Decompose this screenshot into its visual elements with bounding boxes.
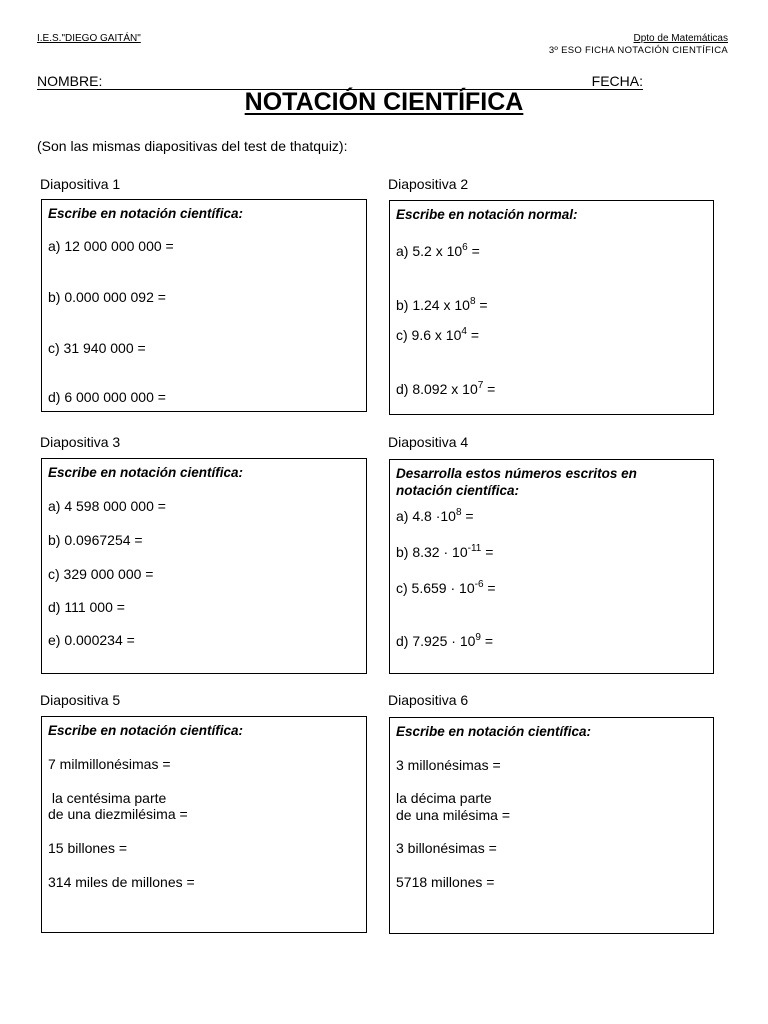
slide-2-box — [389, 200, 714, 415]
slide-6-heading: Escribe en notación científica: — [396, 724, 592, 739]
slide-4-item-b: b) $8.32 \cdot 10^{-11}$ = — [396, 543, 494, 560]
slide-4-item-d: d) $7.925 \cdot 10^9$ = — [396, 632, 494, 649]
slide-3-item-a: a) 4 598 000 000 = — [48, 498, 166, 514]
slide-6-item-3: 3 billonésimas = — [396, 840, 497, 856]
slide-1-box — [41, 199, 367, 412]
slide-3-item-e: e) 0.000234 = — [48, 632, 135, 648]
slide-6-item-1: 3 millonésimas = — [396, 757, 501, 773]
slide-2-item-a: a) 5.2 x $10^6$ = — [396, 242, 480, 259]
slide-3-heading: Escribe en notación científica: — [48, 465, 244, 480]
slide-2-heading: Escribe en notación normal: — [396, 207, 578, 222]
slide-5-heading: Escribe en notación científica: — [48, 723, 244, 738]
slide-6-box — [389, 717, 714, 934]
slide-4-item-c: c) $5.659 \cdot 10^{-6}$ = — [396, 579, 496, 596]
slide-1-item-d: d) 6 000 000 000 = — [48, 389, 166, 405]
slide-6-item-2a: la décima parte — [396, 790, 492, 806]
school-name: I.E.S."DIEGO GAITÁN" — [37, 33, 141, 44]
slide-5-item-4: 314 miles de millones = — [48, 874, 195, 890]
slide-4-label: Diapositiva 4 — [388, 434, 469, 450]
slide-3-item-d: d) 111 000 = — [48, 599, 125, 615]
slide-5-item-1: 7 milmillonésimas = — [48, 756, 171, 772]
slide-2-label: Diapositiva 2 — [388, 176, 469, 192]
slide-1-item-b: b) 0.000 000 092 = — [48, 289, 166, 305]
slide-4-box — [389, 459, 714, 674]
slide-4-item-a: a) $4.8 \cdot 10^8$ = — [396, 507, 474, 524]
sheet-subtitle: 3º ESO FICHA NOTACIÓN CIENTÍFICA — [548, 45, 728, 56]
slide-2-item-c: c) 9.6 x $10^4$ = — [396, 326, 480, 343]
subtitle: (Son las mismas diapositivas del test de thatquiz): — [37, 138, 348, 154]
slide-1-label: Diapositiva 1 — [40, 176, 121, 192]
slide-1-item-c: c) 31 940 000 = — [48, 340, 146, 356]
slide-3-item-b: b) 0.0967254 = — [48, 532, 143, 548]
name-label: NOMBRE: — [37, 73, 103, 89]
slide-3-item-c: c) 329 000 000 = — [48, 566, 154, 582]
slide-5-item-3: 15 billones = — [48, 840, 128, 856]
date-label: FECHA: — [591, 73, 643, 89]
slide-3-label: Diapositiva 3 — [40, 434, 121, 450]
slide-3-box — [41, 458, 367, 674]
slide-2-item-d: d) 8.092 x $10^7$ = — [396, 380, 496, 397]
slide-6-item-4: 5718 millones = — [396, 874, 495, 890]
slide-6-label: Diapositiva 6 — [388, 692, 469, 708]
slide-5-item-2a: la centésima parte — [48, 790, 167, 806]
page-title: NOTACIÓN CIENTÍFICA — [244, 88, 524, 116]
slide-2-item-b: b) 1.24 x $10^8$ = — [396, 296, 488, 313]
department-name: Dpto de Matemáticas — [633, 33, 728, 44]
slide-6-item-2b: de una milésima = — [396, 807, 511, 823]
slide-5-box — [41, 716, 367, 933]
slide-5-item-2b: de una diezmilésima = — [48, 806, 188, 822]
slide-5-label: Diapositiva 5 — [40, 692, 121, 708]
slide-1-item-a: a) 12 000 000 000 = — [48, 238, 174, 254]
slide-1-heading: Escribe en notación científica: — [48, 206, 244, 221]
slide-4-heading: Desarrolla estos números escritos en notación científica: — [396, 466, 637, 498]
